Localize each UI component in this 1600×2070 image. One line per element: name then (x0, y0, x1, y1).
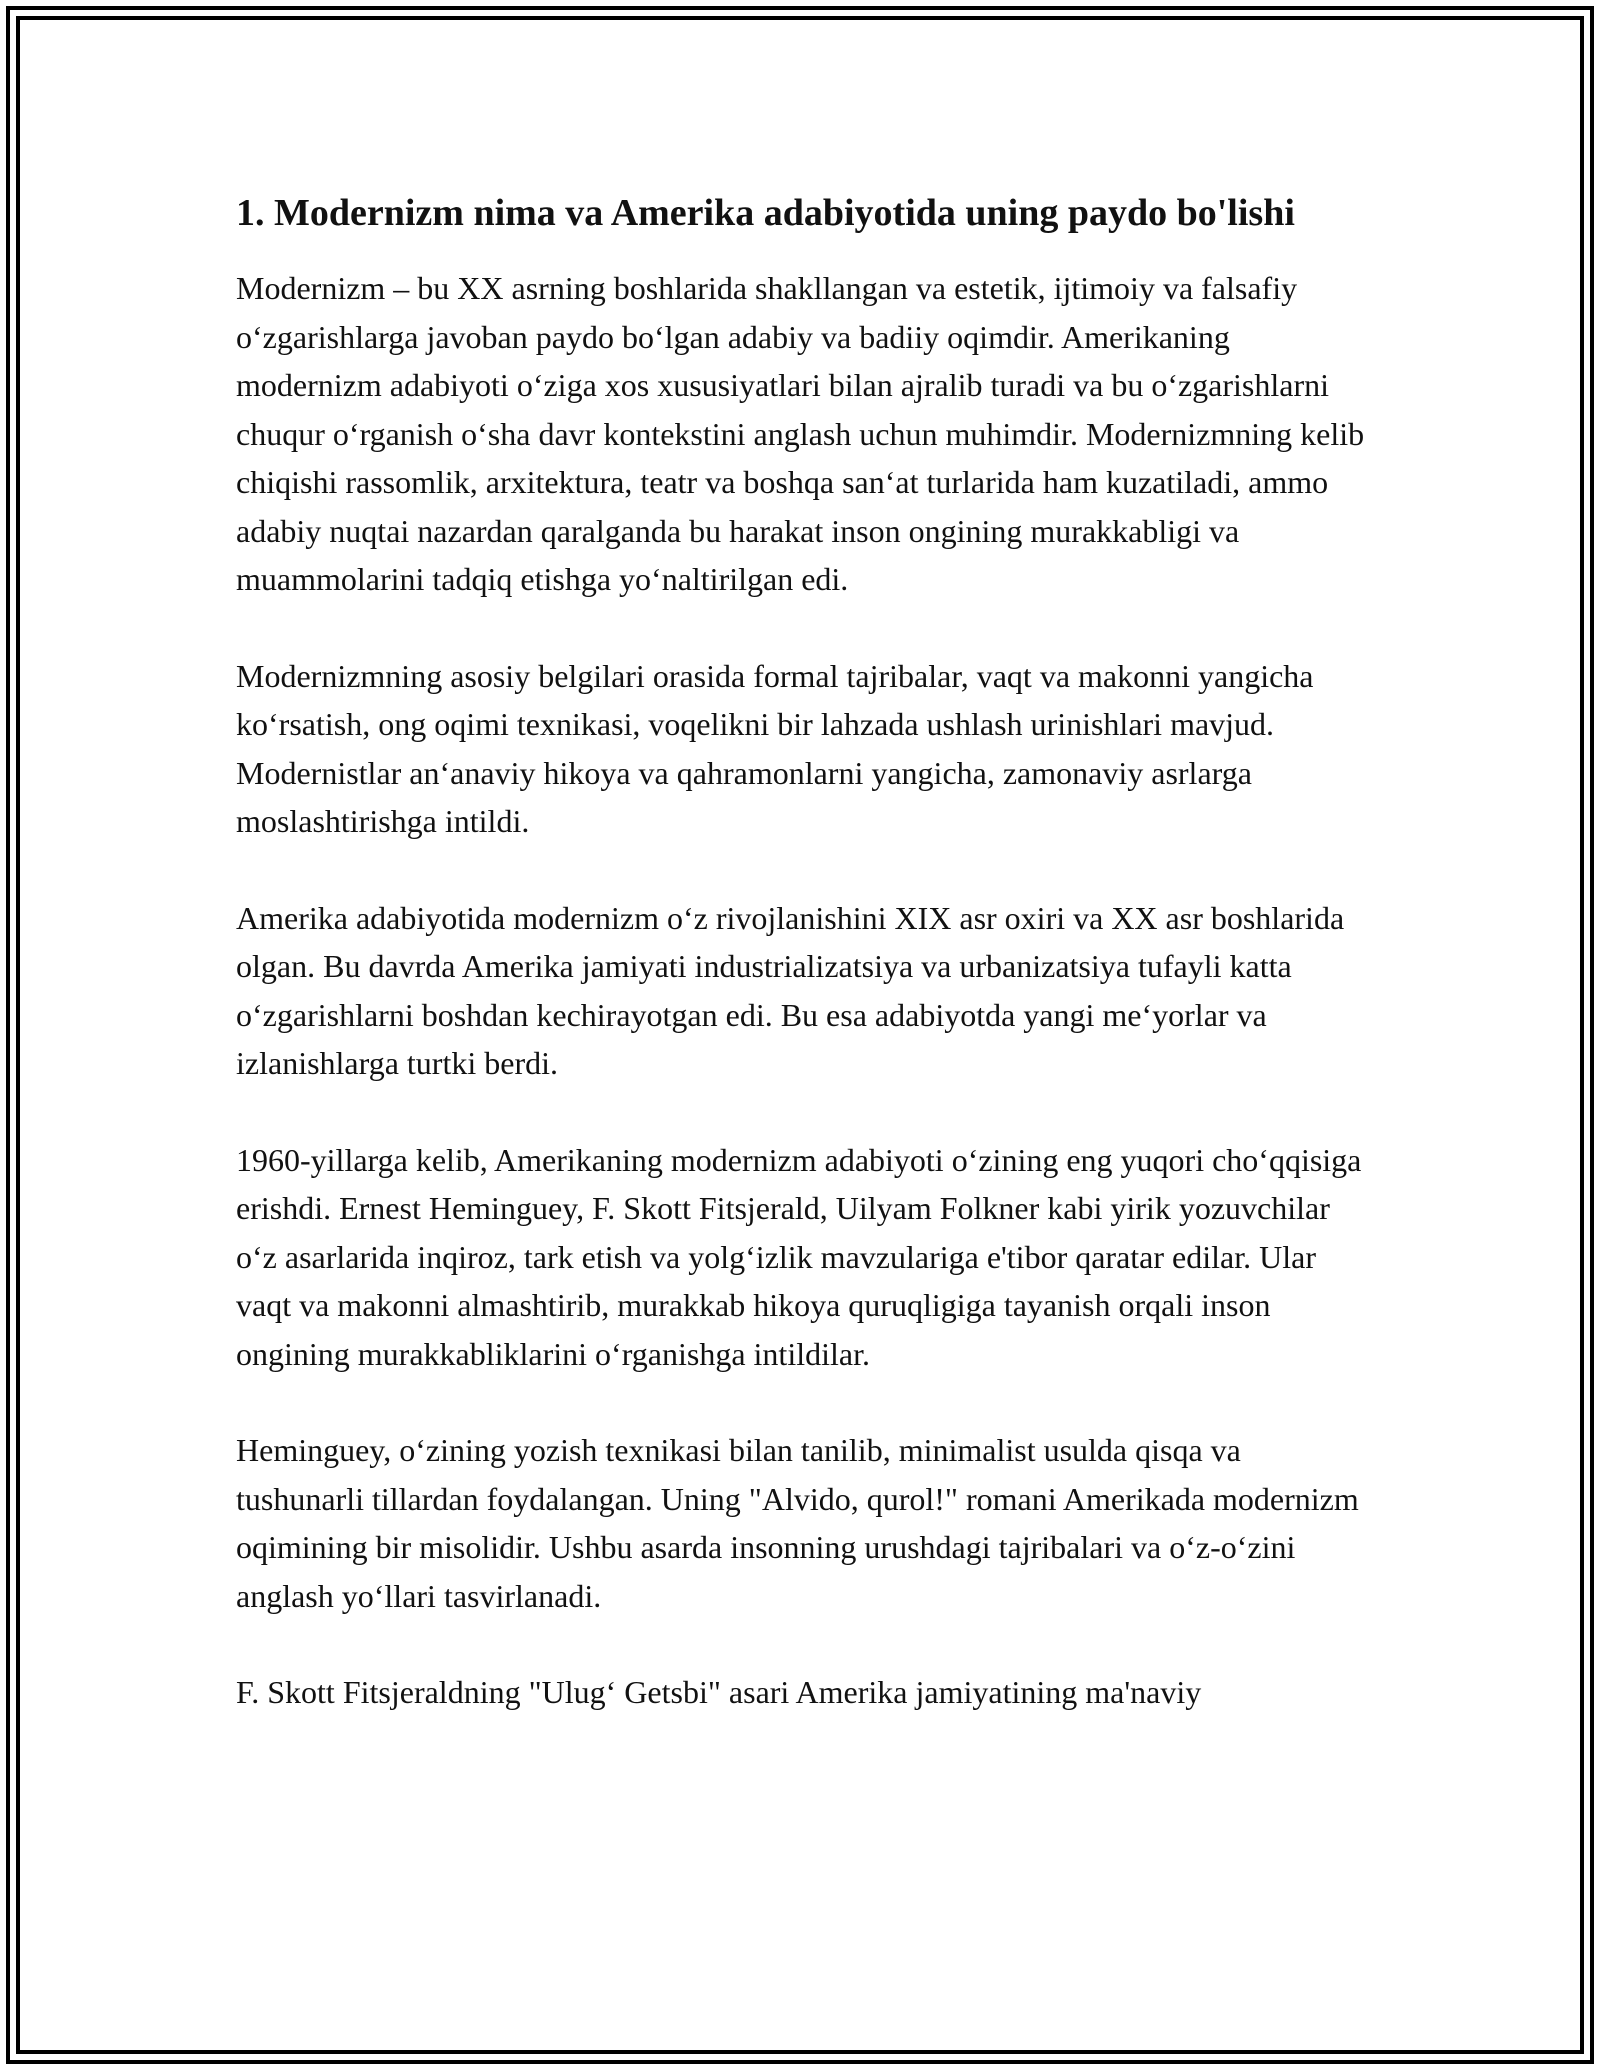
paragraph-2: Modernizmning asosiy belgilari orasida formal tajribalar, vaqt va makonni yangicha ko‘rsatish, ong oqimi texnikasi, voqelikni bir lahzada ushlash urinishlari mavjud. Modernistlar an‘anaviy hikoya va qahramonlarni yangicha, zamonaviy asrlarga moslashtirishga intildi. (236, 657, 1314, 839)
paragraph-6: F. Skott Fitsjeraldning "Ulug‘ Getsbi" asari Amerika jamiyatining ma'naviy (236, 1674, 1202, 1710)
paragraph-4: 1960-yillarga kelib, Amerikaning modernizm adabiyoti o‘zining eng yuqori cho‘qqisiga erishdi. Ernest Heminguey, F. Skott Fitsjerald, Uilyam Folkner kabi yirik yozuvchilar o‘z asarlarida inqiroz, tark etish va yolg‘izlik mavzulariga e'tibor qaratar edilar. Ular vaqt va makonni almashtirib, murakkab hikoya quruqligiga tayanish orqali inson ongining murakkabliklarini o‘rganishga intildilar. (236, 1141, 1362, 1372)
document-body (236, 186, 1376, 1765)
paragraph-1: Modernizm – bu XX asrning boshlarida shakllangan va estetik, ijtimoiy va falsafiy o‘zgarishlarga javoban paydo bo‘lgan adabiy va badiiy oqimdir. Amerikaning modernizm adabiyoti o‘ziga xos xususiyatlari bilan ajralib turadi va bu o‘zgarishlarni chuqur o‘rganish o‘sha davr kontekstini anglash uchun muhimdir. Modernizmning kelib chiqishi rassomlik, arxitektura, teatr va boshqa san‘at turlarida ham kuzatiladi, ammo adabiy nuqtai nazardan qaralganda bu harakat inson ongining murakkabligi va muammolarini tadqiq etishga yo‘naltirilgan edi. (236, 270, 1365, 597)
paragraph-5: Heminguey, o‘zining yozish texnikasi bilan tanilib, minimalist usulda qisqa va tushunarli tillardan foydalangan. Uning "Alvido, qurol!" romani Amerikada modernizm oqimining bir misolidir. Ushbu asarda insonning urushdagi tajribalari va o‘z-o‘zini anglash yo‘llari tasvirlanadi. (236, 1432, 1359, 1614)
section-heading: 1. Modernizm nima va Amerika adabiyotida uning paydo bo'lishi (236, 192, 1295, 234)
paragraph-3: Amerika adabiyotida modernizm o‘z rivojlanishini XIX asr oxiri va XX asr boshlarida olgan. Bu davrda Amerika jamiyati industrializatsiya va urbanizatsiya tufayli katta o‘zgarishlarni boshdan kechirayotgan edi. Bu esa adabiyotda yangi me‘yorlar va izlanishlarga turtki berdi. (236, 899, 1345, 1081)
